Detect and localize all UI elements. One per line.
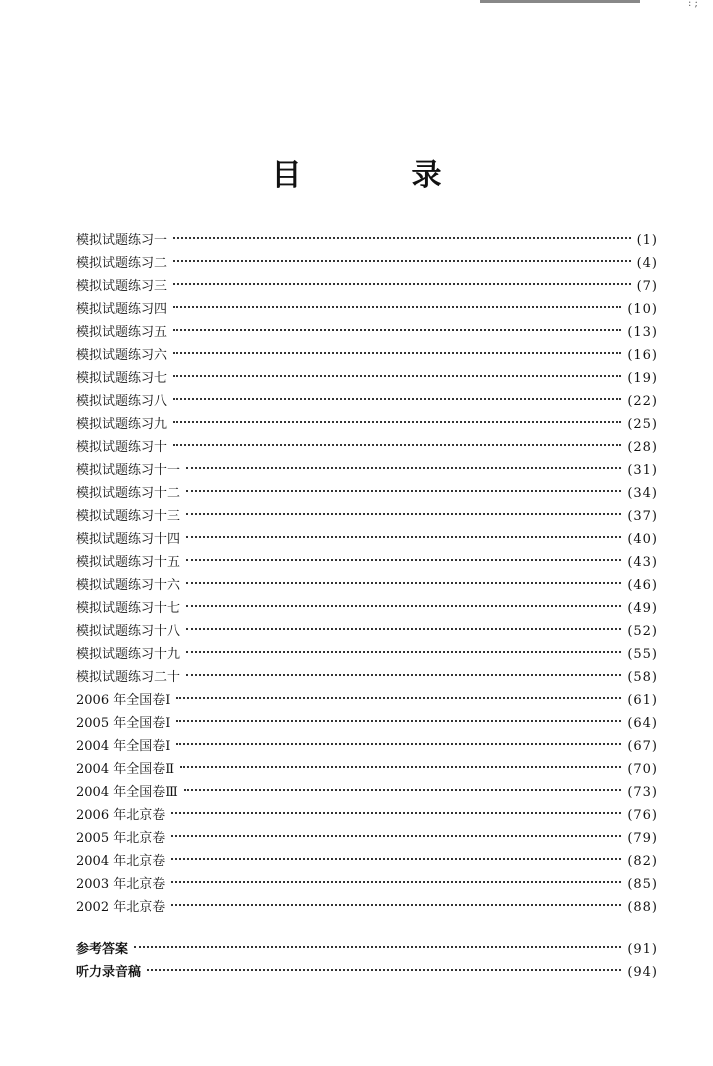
toc-entry[interactable] <box>76 850 658 873</box>
toc-entry-page: (22) <box>627 394 658 409</box>
toc-entry-page: (76) <box>627 808 658 823</box>
toc-entry[interactable] <box>76 961 658 984</box>
toc-entry[interactable] <box>76 620 658 643</box>
toc-entry-page: (79) <box>627 831 658 846</box>
toc-entry-page: (64) <box>627 716 658 731</box>
toc-entry[interactable] <box>76 735 658 758</box>
toc-dot-leader <box>173 306 621 308</box>
toc-entry-label: 模拟试题练习十八 <box>76 624 181 639</box>
toc-entry-label: 模拟试题练习二 <box>76 256 168 271</box>
toc-entry[interactable] <box>76 712 658 735</box>
toc-dot-leader <box>186 628 621 630</box>
toc-entry-page: (49) <box>627 601 658 616</box>
toc-dot-leader <box>176 743 621 745</box>
toc-entry[interactable] <box>76 574 658 597</box>
toc-entry-label: 模拟试题练习七 <box>76 371 168 386</box>
toc-entry-page: (25) <box>627 417 658 432</box>
table-of-contents <box>76 229 658 984</box>
toc-entry-label: 2006 年全国卷Ⅰ <box>76 693 171 708</box>
toc-entry-label: 模拟试题练习四 <box>76 302 168 317</box>
toc-dot-leader <box>173 375 621 377</box>
toc-dot-leader <box>186 513 621 515</box>
toc-dot-leader <box>173 283 631 285</box>
toc-entry[interactable] <box>76 643 658 666</box>
toc-entry-page: (4) <box>636 256 658 271</box>
toc-entry-page: (82) <box>627 854 658 869</box>
toc-entry[interactable] <box>76 528 658 551</box>
toc-dot-leader <box>173 352 621 354</box>
toc-entry-label: 模拟试题练习九 <box>76 417 168 432</box>
toc-dot-leader <box>173 237 631 239</box>
toc-dot-leader <box>186 536 621 538</box>
toc-entry-page: (58) <box>627 670 658 685</box>
toc-entry[interactable] <box>76 689 658 712</box>
toc-dot-leader <box>176 720 621 722</box>
toc-entry-label: 参考答案 <box>76 942 129 957</box>
toc-entry[interactable] <box>76 390 658 413</box>
toc-dot-leader <box>173 398 621 400</box>
toc-entry-label: 模拟试题练习十六 <box>76 578 181 593</box>
toc-dot-leader <box>186 582 621 584</box>
toc-entry-page: (73) <box>627 785 658 800</box>
toc-entry[interactable] <box>76 482 658 505</box>
toc-entry-label: 模拟试题练习一 <box>76 233 168 248</box>
toc-entry-page: (34) <box>627 486 658 501</box>
header-rule <box>480 0 640 3</box>
toc-entry[interactable] <box>76 275 658 298</box>
toc-entry-page: (31) <box>627 463 658 478</box>
toc-entry-page: (52) <box>627 624 658 639</box>
toc-entry-page: (94) <box>627 965 658 980</box>
toc-entry-label: 2005 年北京卷 <box>76 831 166 846</box>
toc-entry-page: (13) <box>627 325 658 340</box>
toc-entry-page: (55) <box>627 647 658 662</box>
toc-entry[interactable] <box>76 321 658 344</box>
toc-entry-page: (43) <box>627 555 658 570</box>
toc-appendix-list <box>76 938 658 984</box>
toc-entry[interactable] <box>76 551 658 574</box>
toc-entry[interactable] <box>76 436 658 459</box>
toc-entry-label: 模拟试题练习十四 <box>76 532 181 547</box>
toc-dot-leader <box>173 421 621 423</box>
toc-entry-label: 模拟试题练习五 <box>76 325 168 340</box>
toc-entry-page: (10) <box>627 302 658 317</box>
toc-entry-label: 模拟试题练习三 <box>76 279 168 294</box>
toc-entry-label: 模拟试题练习六 <box>76 348 168 363</box>
toc-entry-page: (67) <box>627 739 658 754</box>
toc-entry-page: (16) <box>627 348 658 363</box>
toc-entry[interactable] <box>76 804 658 827</box>
toc-entry-label: 模拟试题练习八 <box>76 394 168 409</box>
toc-entry[interactable] <box>76 873 658 896</box>
toc-entry[interactable] <box>76 597 658 620</box>
toc-dot-leader <box>173 329 621 331</box>
corner-mark: : ; <box>688 0 698 9</box>
toc-entry-page: (40) <box>627 532 658 547</box>
toc-entry-label: 模拟试题练习十七 <box>76 601 181 616</box>
toc-entry-label: 2004 年全国卷Ⅰ <box>76 739 171 754</box>
toc-entry-page: (85) <box>627 877 658 892</box>
toc-entry-label: 模拟试题练习十三 <box>76 509 181 524</box>
toc-entry-label: 2003 年北京卷 <box>76 877 166 892</box>
toc-dot-leader <box>171 812 621 814</box>
toc-entry[interactable] <box>76 505 658 528</box>
toc-dot-leader <box>147 969 621 971</box>
toc-entry-label: 2006 年北京卷 <box>76 808 166 823</box>
toc-entry[interactable] <box>76 938 658 961</box>
toc-entry[interactable] <box>76 666 658 689</box>
toc-entry-page: (1) <box>636 233 658 248</box>
toc-entry-page: (88) <box>627 900 658 915</box>
toc-dot-leader <box>186 651 621 653</box>
toc-dot-leader <box>176 697 621 699</box>
toc-entry[interactable] <box>76 413 658 436</box>
toc-entry[interactable] <box>76 229 658 252</box>
toc-entry-label: 2002 年北京卷 <box>76 900 166 915</box>
toc-entry[interactable] <box>76 781 658 804</box>
toc-entry-label: 模拟试题练习十五 <box>76 555 181 570</box>
toc-entry-page: (61) <box>627 693 658 708</box>
toc-dot-leader <box>186 559 621 561</box>
toc-entry[interactable] <box>76 758 658 781</box>
toc-dot-leader <box>171 904 621 906</box>
toc-dot-leader <box>186 490 621 492</box>
toc-entry[interactable] <box>76 459 658 482</box>
toc-entry[interactable] <box>76 252 658 275</box>
toc-dot-leader <box>180 766 621 768</box>
toc-dot-leader <box>184 789 622 791</box>
toc-entry[interactable] <box>76 298 658 321</box>
toc-entry-label: 2004 年北京卷 <box>76 854 166 869</box>
toc-dot-leader <box>173 444 621 446</box>
toc-entry-label: 模拟试题练习二十 <box>76 670 181 685</box>
toc-entry[interactable] <box>76 344 658 367</box>
toc-entry-page: (28) <box>627 440 658 455</box>
toc-entry-label: 模拟试题练习十 <box>76 440 168 455</box>
toc-entry-label: 2004 年全国卷Ⅱ <box>76 762 175 777</box>
toc-entry-page: (7) <box>636 279 658 294</box>
toc-dot-leader <box>171 835 621 837</box>
toc-dot-leader <box>173 260 631 262</box>
toc-entry-page: (19) <box>627 371 658 386</box>
toc-entry[interactable] <box>76 896 658 919</box>
toc-entry-label: 听力录音稿 <box>76 965 142 980</box>
toc-entry-page: (70) <box>627 762 658 777</box>
toc-dot-leader <box>186 605 621 607</box>
toc-entry-label: 模拟试题练习十一 <box>76 463 181 478</box>
toc-entry[interactable] <box>76 367 658 390</box>
toc-entry-page: (46) <box>627 578 658 593</box>
toc-entry[interactable] <box>76 827 658 850</box>
toc-dot-leader <box>186 467 621 469</box>
toc-dot-leader <box>134 946 621 948</box>
toc-dot-leader <box>171 858 621 860</box>
toc-entry-label: 2005 年全国卷Ⅰ <box>76 716 171 731</box>
toc-entry-label: 模拟试题练习十九 <box>76 647 181 662</box>
toc-entry-page: (91) <box>627 942 658 957</box>
toc-entry-label: 2004 年全国卷Ⅲ <box>76 785 178 800</box>
page-title: 目 录 <box>271 158 482 193</box>
toc-main-list <box>76 229 658 919</box>
toc-entry-label: 模拟试题练习十二 <box>76 486 181 501</box>
toc-dot-leader <box>186 674 621 676</box>
toc-gap <box>76 919 658 938</box>
toc-entry-page: (37) <box>627 509 658 524</box>
toc-dot-leader <box>171 881 621 883</box>
